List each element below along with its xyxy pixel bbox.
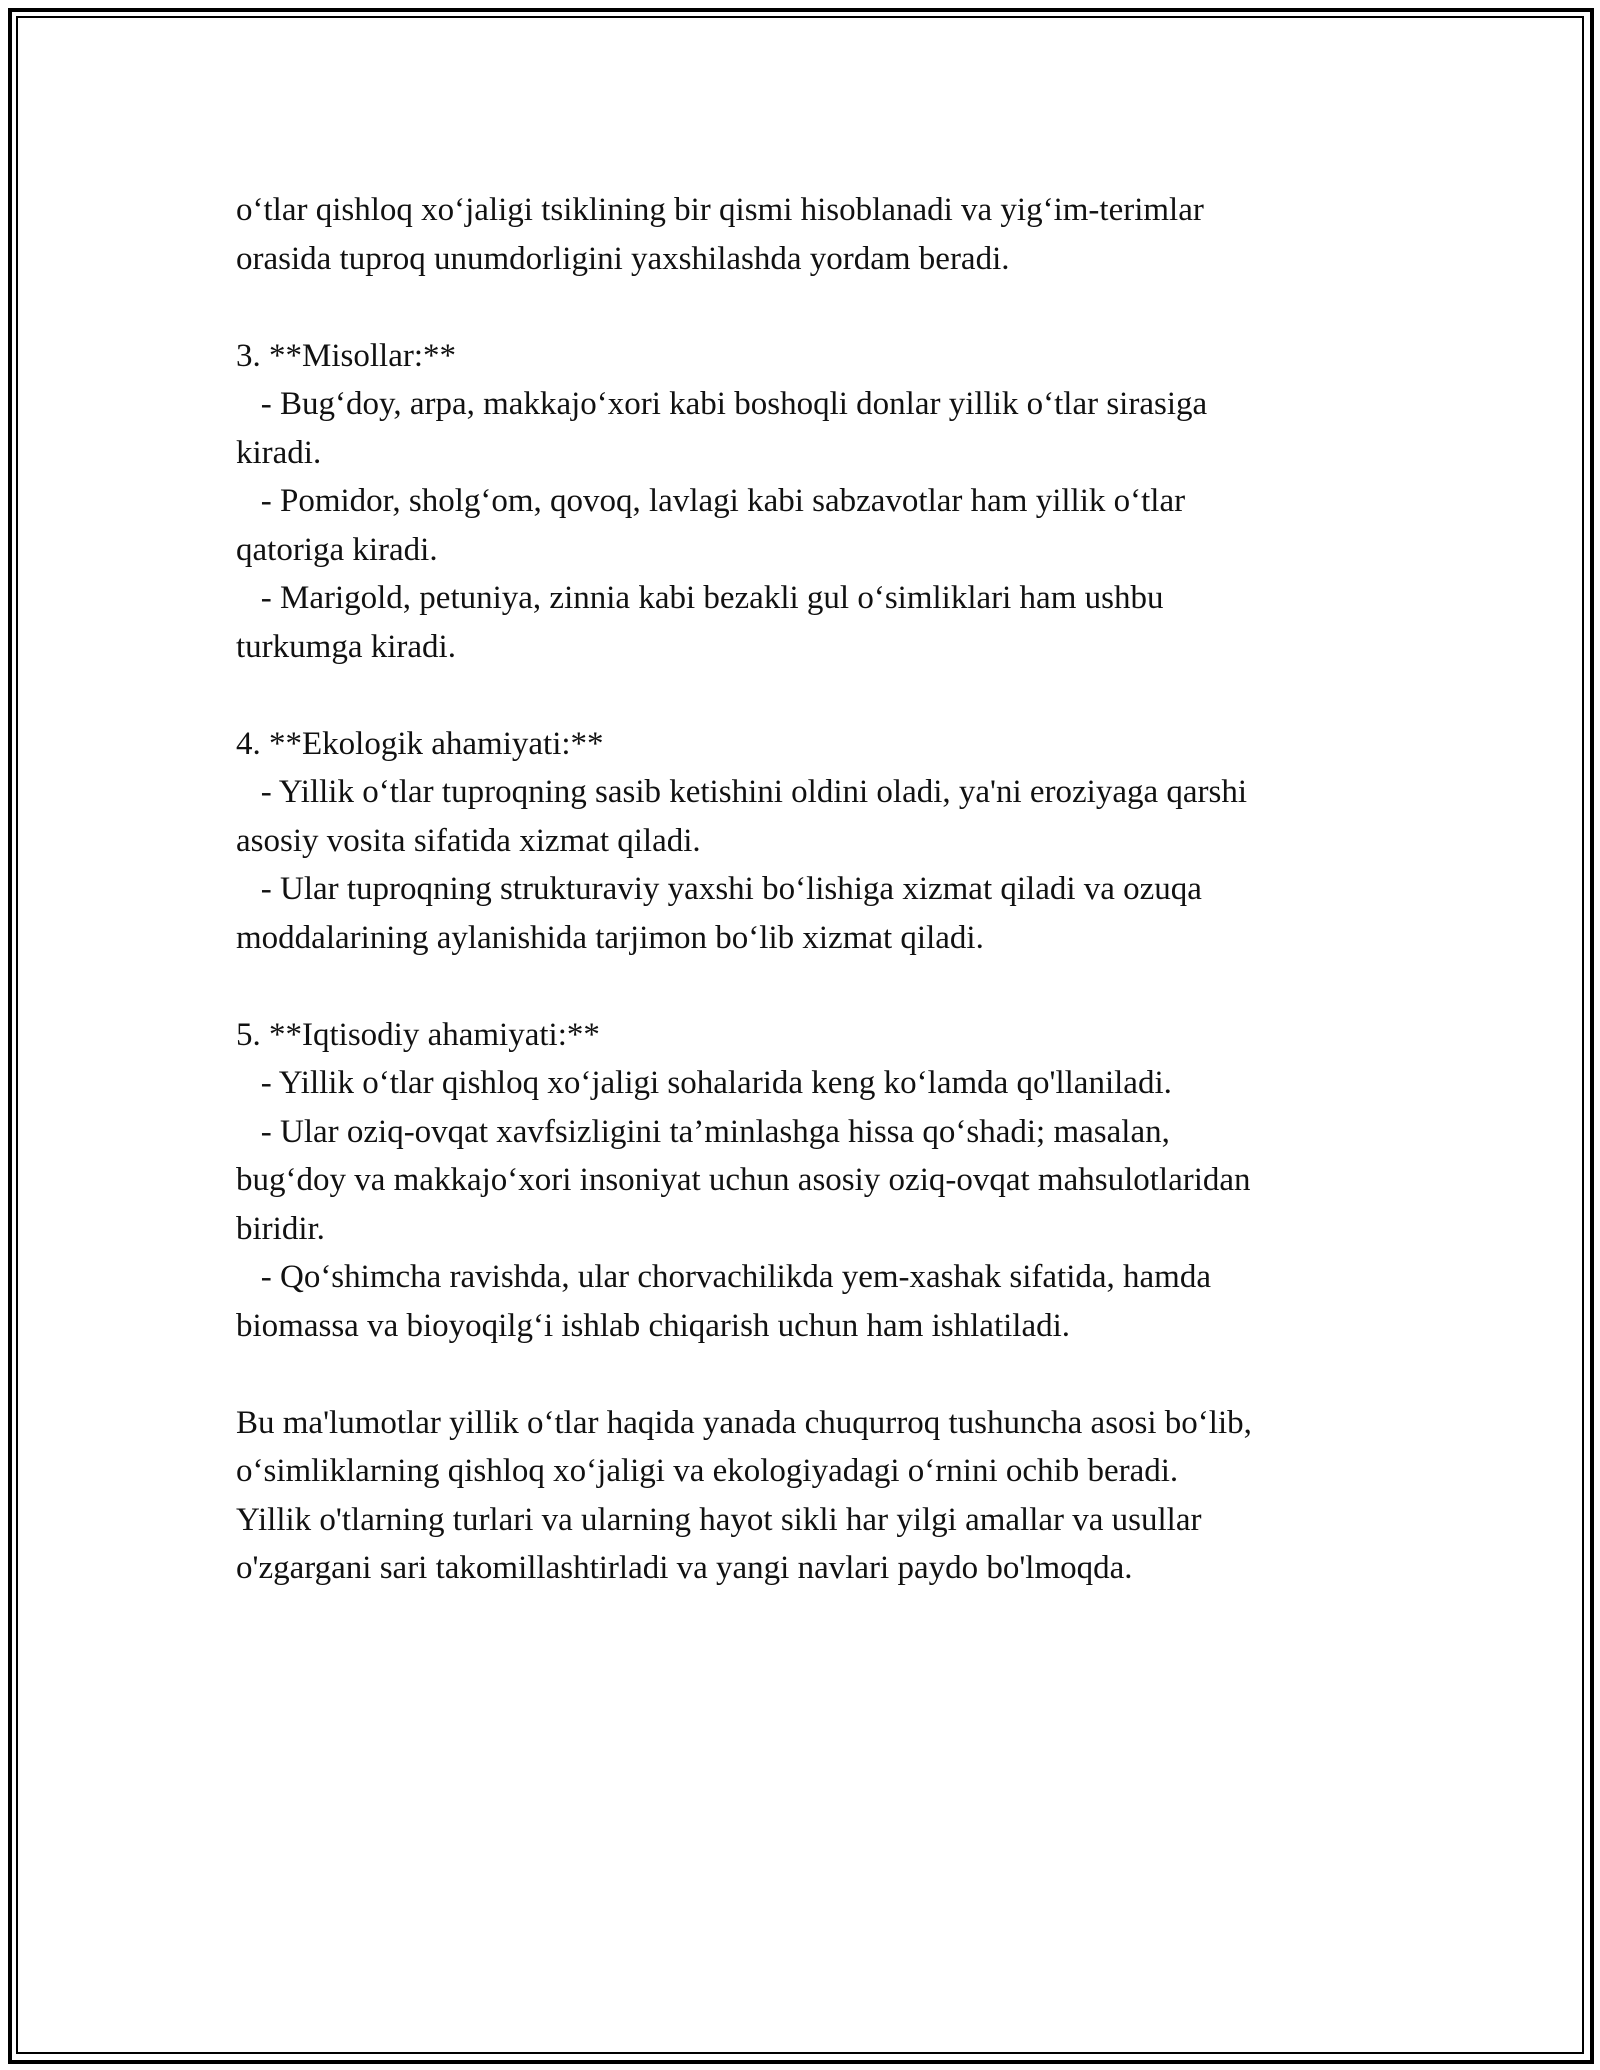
text-line: moddalarining aylanishida tarjimon bo‘lib xizmat qiladi. (236, 919, 984, 956)
text-line: Yillik o'tlarning turlari va ularning hayot sikli har yilgi amallar va usullar (236, 1501, 1202, 1538)
text-line: o‘tlar qishloq xo‘jaligi tsiklining bir qismi hisoblanadi va yig‘im-terimlar (236, 192, 1204, 228)
text-line: biridir. (236, 1210, 325, 1247)
document-body (236, 186, 1396, 1593)
list-item-line: - Qo‘shimcha ravishda, ular chorvachilikda yem-xashak sifatida, hamda (236, 1259, 1211, 1295)
list-item-line: - Pomidor, sholg‘om, qovoq, lavlagi kabi sabzavotlar ham yillik o‘tlar (236, 483, 1186, 519)
section-iqtisodiy-ahamiyati (236, 1011, 1396, 1351)
section-heading: 3. **Misollar:** (236, 337, 456, 374)
text-line: kiradi. (236, 434, 322, 471)
text-line: orasida tuproq unumdorligini yaxshilashda yordam beradi. (236, 240, 1010, 277)
list-item-line: - Yillik o‘tlar qishloq xo‘jaligi sohalarida keng ko‘lamda qo'llaniladi. (236, 1065, 1172, 1101)
paragraph-spacer (236, 962, 1396, 1011)
section-misollar (236, 332, 1396, 672)
paragraph-spacer (236, 283, 1396, 332)
text-line: turkumga kiradi. (236, 628, 456, 665)
paragraph-conclusion (236, 1399, 1396, 1593)
text-line: o'zgargani sari takomillashtirladi va yangi navlari paydo bo'lmoqda. (236, 1550, 1133, 1586)
text-line: biomassa va bioyoqilg‘i ishlab chiqarish uchun ham ishlatiladi. (236, 1307, 1071, 1344)
text-line: bug‘doy va makkajo‘xori insoniyat uchun asosiy oziq-ovqat mahsulotlaridan (236, 1162, 1251, 1198)
section-heading: 4. **Ekologik ahamiyati:** (236, 725, 604, 762)
list-item-line: - Ular oziq-ovqat xavfsizligini ta’minlashga hissa qo‘shadi; masalan, (236, 1113, 1170, 1150)
section-ekologik-ahamiyati (236, 720, 1396, 963)
list-item-line: - Bug‘doy, arpa, makkajo‘xori kabi boshoqli donlar yillik o‘tlar sirasiga (236, 386, 1208, 422)
paragraph-spacer (236, 1350, 1396, 1399)
paragraph-spacer (236, 671, 1396, 720)
text-line: qatoriga kiradi. (236, 531, 438, 568)
list-item-line: - Ular tuproqning strukturaviy yaxshi bo‘lishiga xizmat qiladi va ozuqa (236, 871, 1202, 907)
section-heading: 5. **Iqtisodiy ahamiyati:** (236, 1016, 600, 1053)
list-item-line: - Yillik o‘tlar tuproqning sasib ketishini oldini oladi, ya'ni eroziyaga qarshi (236, 774, 1248, 810)
list-item-line: - Marigold, petuniya, zinnia kabi bezakli gul o‘simliklari ham ushbu (236, 580, 1164, 616)
text-line: Bu ma'lumotlar yillik o‘tlar haqida yanada chuqurroq tushuncha asosi bo‘lib, (236, 1404, 1252, 1441)
paragraph-intro-continuation (236, 186, 1396, 283)
text-line: asosiy vosita sifatida xizmat qiladi. (236, 822, 701, 859)
text-line: o‘simliklarning qishloq xo‘jaligi va ekologiyadagi o‘rnini ochib beradi. (236, 1453, 1179, 1489)
